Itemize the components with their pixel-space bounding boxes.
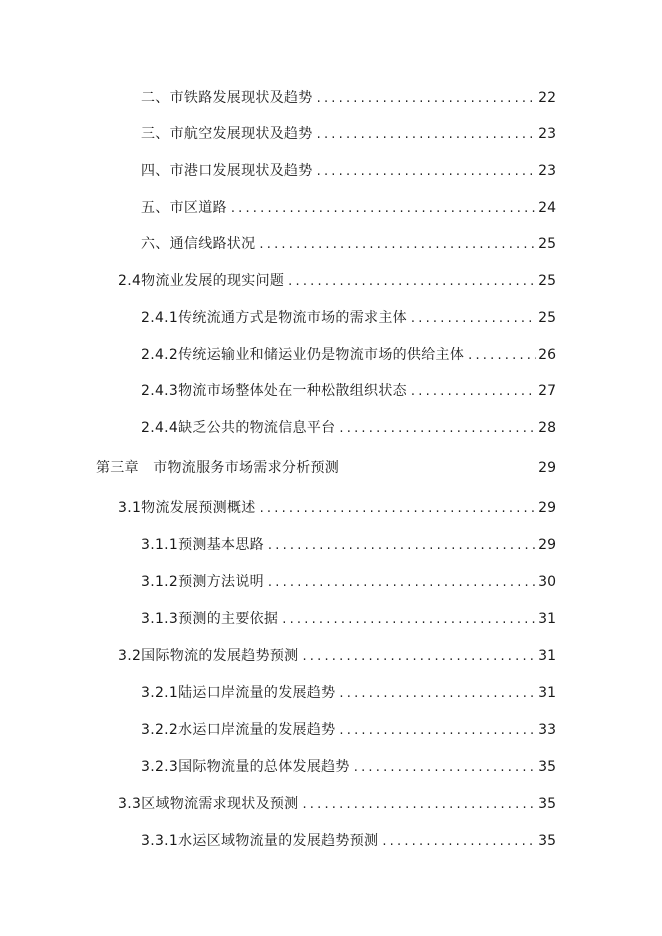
toc-entry[interactable] [141,381,556,402]
toc-dot-leader [282,610,536,630]
toc-page-number: 22 [538,90,556,106]
toc-entry[interactable] [141,234,556,255]
toc-page-number: 23 [538,126,556,142]
toc-dot-leader [288,272,536,292]
toc-entry-title: 3.2.3国际物流量的总体发展趋势 [141,759,350,775]
toc-entry[interactable] [141,757,556,778]
toc-page-number: 23 [538,163,556,179]
toc-entry-title: 3.1.2预测方法说明 [141,574,264,590]
toc-dot-leader [317,89,537,109]
toc-entry-title: 3.1.3预测的主要依据 [141,611,279,627]
toc-dot-leader [260,499,537,519]
toc-page-number: 29 [538,537,556,553]
toc-dot-leader [302,795,536,815]
toc-entry[interactable] [141,88,556,109]
toc-page-number: 33 [538,722,556,738]
toc-dot-leader [231,199,536,219]
toc-entry-title: 3.2.2水运口岸流量的发展趋势 [141,722,336,738]
toc-entry[interactable] [141,572,556,593]
toc-entry[interactable] [118,498,556,519]
toc-entry[interactable] [118,271,556,292]
toc-entry-title: 3.1.1预测基本思路 [141,537,264,553]
toc-entry[interactable] [141,831,556,852]
toc-entry[interactable] [141,720,556,741]
toc-page-number: 35 [538,796,556,812]
toc-dot-leader [339,684,536,704]
toc-entry[interactable] [118,646,556,667]
toc-dot-leader [302,647,536,667]
toc-page-number: 25 [538,273,556,289]
toc-entry-chapter[interactable] [96,458,556,479]
toc-dot-leader [339,419,536,439]
toc-dot-leader [354,758,536,778]
toc-entry-title: 2.4.1传统流通方式是物流市场的需求主体 [141,310,407,326]
toc-entry-title: 3.3.1水运区域物流量的发展趋势预测 [141,833,379,849]
toc-entry-title: 3.1物流发展预测概述 [118,500,256,516]
toc-entry[interactable] [141,161,556,182]
toc-entry-title: 六、通信线路状况 [141,236,256,252]
toc-page-number: 35 [538,759,556,775]
toc-entry-title: 2.4物流业发展的现实问题 [118,273,285,289]
toc-dot-leader [411,309,536,329]
toc-page-number: 31 [538,685,556,701]
toc-entry-title: 三、市航空发展现状及趋势 [141,126,313,142]
toc-dot-leader [317,125,537,145]
toc-page-number: 24 [538,200,556,216]
toc-entry-title: 四、市港口发展现状及趋势 [141,163,313,179]
toc-entry[interactable] [141,609,556,630]
toc-entry-title: 3.2.1陆运口岸流量的发展趋势 [141,685,336,701]
toc-entry-title: 2.4.2传统运输业和储运业仍是物流市场的供给主体 [141,347,465,363]
toc-entry[interactable] [141,683,556,704]
toc-page-number: 35 [538,833,556,849]
toc-dot-leader [268,536,536,556]
toc-entry[interactable] [118,794,556,815]
toc-dot-leader [468,346,536,366]
toc-page-number: 25 [538,310,556,326]
toc-entry-title: 3.2国际物流的发展趋势预测 [118,648,299,664]
toc-page-number: 29 [538,500,556,516]
toc-page-number: 30 [538,574,556,590]
toc-entry[interactable] [141,308,556,329]
toc-page-number: 31 [538,611,556,627]
toc-entry-title: 2.4.3物流市场整体处在一种松散组织状态 [141,383,407,399]
toc-dot-leader [268,573,536,593]
toc-dot-leader [411,382,536,402]
toc-page-number: 31 [538,648,556,664]
toc-entry[interactable] [141,418,556,439]
toc-dot-leader [317,162,537,182]
toc-dot-leader [382,832,536,852]
toc-entry-title: 五、市区道路 [141,200,227,216]
toc-entry[interactable] [141,345,556,366]
toc-page-number: 27 [538,383,556,399]
toc-entry-title: 第三章 市物流服务市场需求分析预测 [96,460,340,476]
toc-dot-leader [259,235,536,255]
toc-entry[interactable] [141,198,556,219]
toc-entry[interactable] [141,535,556,556]
toc-entry-title: 3.3区域物流需求现状及预测 [118,796,299,812]
toc-entry[interactable] [141,124,556,145]
toc-entry-title: 二、市铁路发展现状及趋势 [141,90,313,106]
toc-page-number: 25 [538,236,556,252]
toc-page-number: 26 [538,347,556,363]
toc-page-number: 28 [538,420,556,436]
toc-dot-leader [339,721,536,741]
toc-entry-title: 2.4.4缺乏公共的物流信息平台 [141,420,336,436]
toc-page-number: 29 [538,460,556,476]
